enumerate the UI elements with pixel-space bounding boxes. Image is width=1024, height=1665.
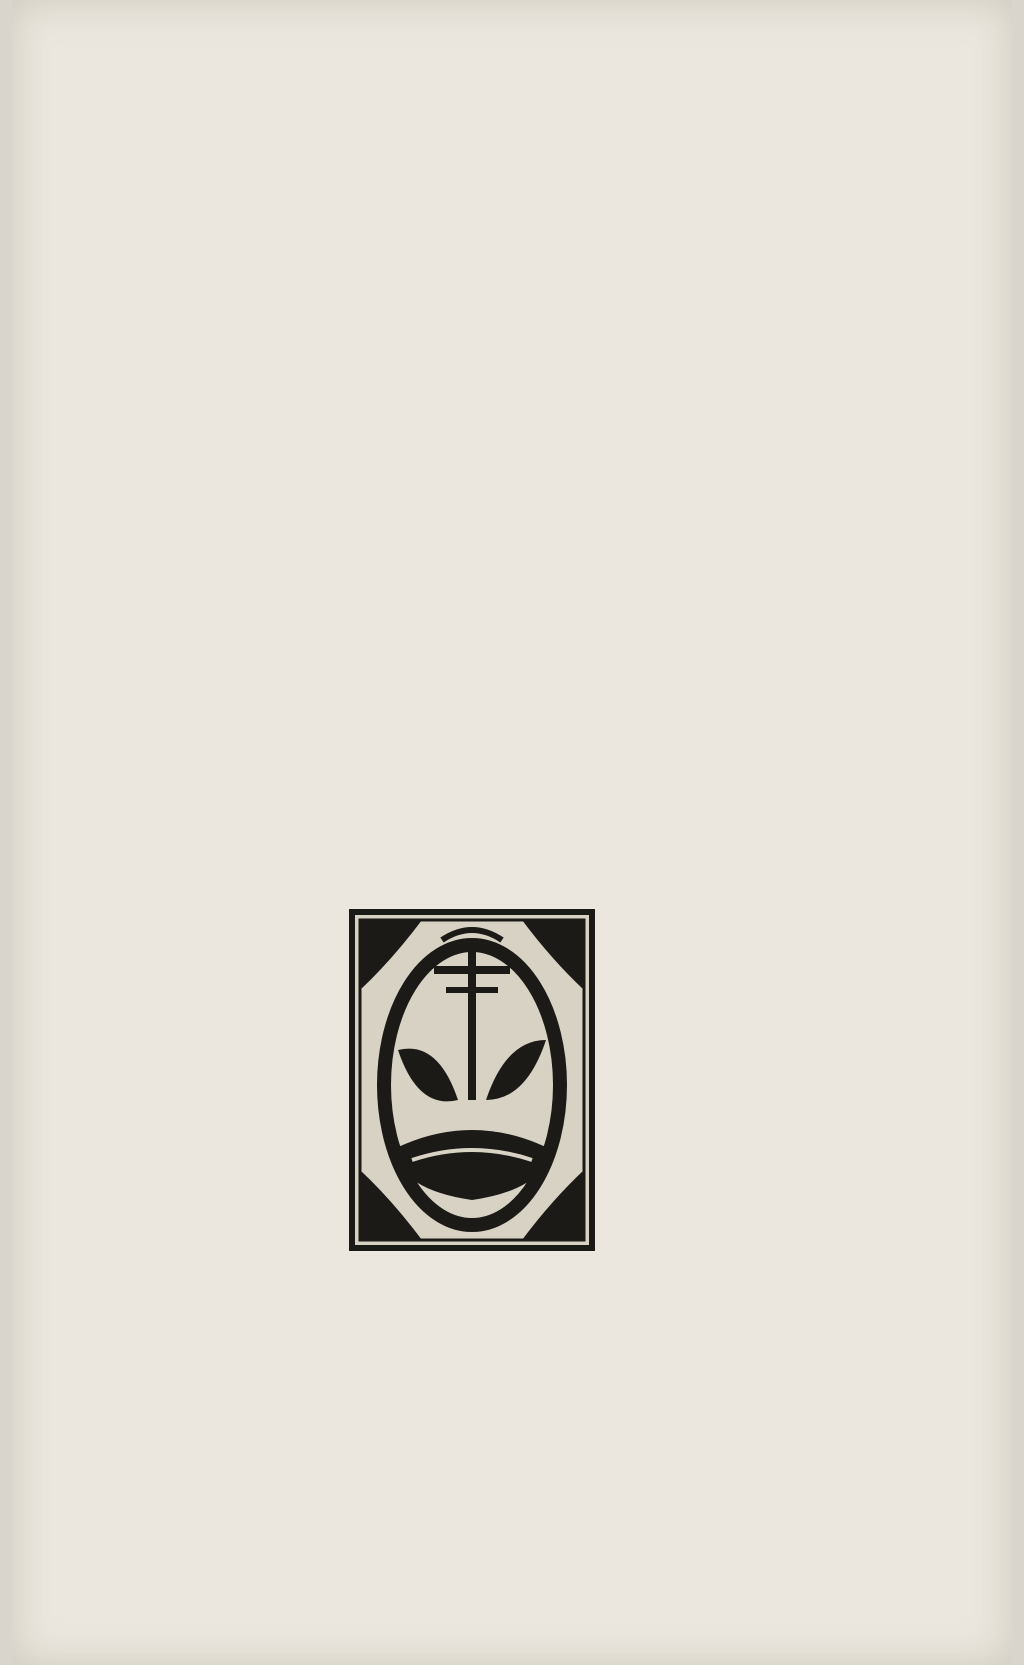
ornamental-frame bbox=[62, 90, 942, 1536]
left-diamond-ornament bbox=[142, 920, 302, 1260]
title-text-block bbox=[110, 170, 870, 204]
woodcut-cross-image bbox=[352, 912, 592, 1248]
woodcut-ornaments bbox=[62, 90, 942, 1536]
title-page bbox=[12, 0, 1012, 1665]
